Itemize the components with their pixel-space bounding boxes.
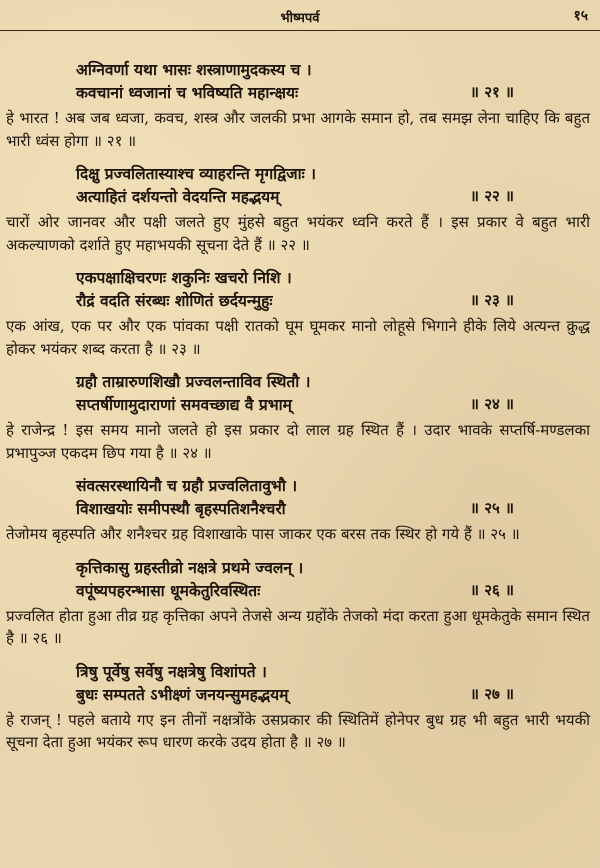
verse-number: ॥ २५ ॥ [469, 499, 514, 517]
running-title: भीष्मपर्व [280, 11, 320, 26]
verse-line: कवचानां ध्वजानां च भविष्यति महान्क्षयः [76, 83, 299, 102]
sanskrit-verse [6, 556, 594, 602]
verse-number: ॥ २१ ॥ [469, 83, 514, 101]
verse-line: सप्तर्षीणामुदाराणां समवच्छाद्य वै प्रभाम् [76, 395, 292, 414]
verse-line: बुधः सम्पतते ऽभीक्ष्णं जनयन्सुमहद्भयम् [76, 684, 289, 704]
hindi-translation: हे राजन् ! पहले बताये गए इन तीनों नक्षत्रोंके उसप्रकार की स्थितिमें होनेपर बुध ग्रह भी बहुत भारी भयकी सूचना देता हुआ भयंकर रूप धारण करके उदय होता है ॥ २७ ॥ [6, 710, 590, 751]
sanskrit-verse [6, 58, 594, 104]
verse-line: एकपक्षाक्षिचरणः शकुनिः खचरो निशि । [76, 268, 292, 287]
shloka-block [6, 162, 594, 256]
hindi-translation: चारों ओर जानवर और पक्षी जलते हुए मुंहसे बहुत भयंकर ध्वनि करते हैं । इस प्रकार वे बहुत भारी अकल्याणको दर्शाते हुए महाभयकी सूचना देते हैं ॥ २२ ॥ [6, 213, 590, 254]
verse-line: रौद्रं वदति संरब्धः शोणितं छर्दयन्मुहुः [76, 291, 273, 310]
verse-number: ॥ २६ ॥ [469, 580, 514, 599]
verse-line: विशाखयोः समीपस्थौ बृहस्पतिशनैश्चरौ [76, 499, 286, 518]
sanskrit-verse [6, 266, 594, 312]
hindi-translation: एक आंख, एक पर और एक पांवका पक्षी रातको घूम घूमकर मानो लोहूसे भिगाने हीके लिये अत्यन्त क्रुद्ध होकर भयंकर शब्द करता है ॥ २३ ॥ [6, 317, 590, 358]
shloka-block [6, 556, 594, 650]
shloka-block [6, 266, 594, 360]
sanskrit-verse [6, 162, 594, 208]
sanskrit-verse [6, 660, 594, 706]
sanskrit-verse [6, 370, 594, 416]
verse-number: ॥ २४ ॥ [469, 395, 514, 413]
shloka-block [6, 660, 594, 754]
shloka-block [6, 474, 594, 546]
header-rule [0, 30, 600, 31]
verse-line: अत्याहितं दर्शयन्तो वेदयन्ति महद्भयम् [76, 187, 280, 206]
verse-line: दिक्षु प्रज्वलितास्याश्च व्याहरन्ति मृगद्विजाः । [76, 164, 317, 183]
verse-line: त्रिषु पूर्वेषु सर्वेषु नक्षत्रेषु विशांपते । [76, 661, 267, 681]
verse-line: वपूंष्यपहरन्भासा धूमकेतुरिवस्थितः [76, 580, 261, 600]
hindi-translation: हे भारत ! अब जब ध्वजा, कवच, शस्त्र और जलकी प्रभा आगके समान हो, तब समझ लेना चाहिए कि बहुत भारी ध्वंस होगा ॥ २१ ॥ [6, 109, 590, 150]
shloka-block [6, 58, 594, 152]
verse-line: अग्निवर्णा यथा भासः शस्त्राणामुदकस्य च । [76, 60, 312, 79]
sanskrit-verse [6, 474, 594, 520]
page-body [6, 58, 594, 764]
verse-line: ग्रहौ ताम्रारुणशिखौ प्रज्वलन्ताविव स्थितौ । [76, 372, 311, 391]
shloka-block [6, 370, 594, 464]
hindi-translation: हे राजेन्द्र ! इस समय मानो जलते हो इस प्रकार दो लाल ग्रह स्थित हैं । उदार भावके सप्तर्षि-मण्डलका प्रभापुञ्ज एकदम छिप गया है ॥ २४ ॥ [6, 421, 590, 462]
verse-number: ॥ २७ ॥ [469, 684, 514, 703]
hindi-translation: प्रज्वलित होता हुआ तीव्र ग्रह कृत्तिका अपने तेजसे अन्य ग्रहोंके तेजको मंदा करता हुआ धूमकेतुके समान स्थित है ॥ २६ ॥ [6, 606, 590, 647]
page-number: १५ [573, 8, 588, 24]
verse-number: ॥ २३ ॥ [469, 291, 514, 309]
verse-line: कृत्तिकासु ग्रहस्तीव्रो नक्षत्रे प्रथमे ज्वलन् । [76, 557, 304, 577]
page-header [0, 0, 600, 30]
verse-line: संवत्सरस्थायिनौ च ग्रहौ प्रज्वलितावुभौ । [76, 476, 298, 495]
hindi-translation: तेजोमय बृहस्पति और शनैश्चर ग्रह विशाखाके पास जाकर एक बरस तक स्थिर हो गये हैं ॥ २५ ॥ [6, 525, 520, 543]
verse-number: ॥ २२ ॥ [469, 187, 514, 205]
